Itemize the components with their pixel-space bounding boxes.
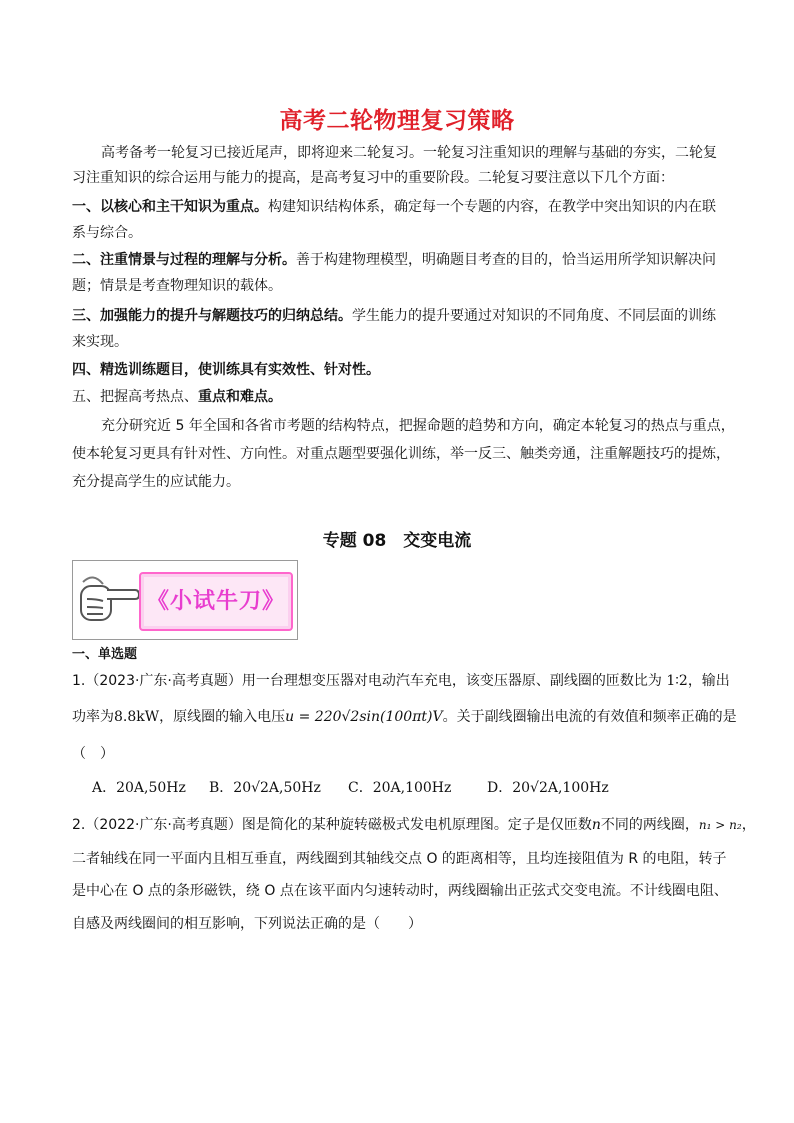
point-2 bbox=[72, 250, 716, 270]
point-3-heading: 三、加强能力的提升与解题技巧的归纳总结。 bbox=[72, 308, 352, 324]
q2-n: n bbox=[591, 817, 601, 833]
point-1-text: 构建知识结构体系，确定每一个专题的内容，在教学中突出知识的内在联 bbox=[268, 199, 716, 215]
question-1-line-1 bbox=[72, 671, 730, 691]
badge-frame bbox=[139, 572, 293, 631]
closing-line-2: 使本轮复习更具有针对性、方向性。对重点题型要强化训练，举一反三、触类旁通，注重解题技巧的提炼， bbox=[72, 446, 730, 462]
q1-voltage-formula: u = 220√2sin(100πt)V bbox=[285, 709, 443, 725]
q1-option-d: D．20√2A,100Hz bbox=[487, 780, 609, 796]
page-title: 高考二轮物理复习策略 bbox=[279, 108, 515, 134]
q1-ratio: 1∶2 bbox=[666, 673, 688, 689]
question-2-line-3: 是中心在 O 点的条形磁铁，绕 O 点在该平面内匀速转动时，两线圈输出正弦式交变电流。不计线圈电阻、 bbox=[72, 883, 728, 899]
point-2-heading: 二、注重情景与过程的理解与分析。 bbox=[72, 252, 296, 268]
q2-text-a: 2.（2022·广东·高考真题）图是简化的某种旋转磁极式发电机原理图。定子是仅匝数 bbox=[72, 817, 592, 833]
question-2-line-4: 自感及两线圈间的相互影响，下列说法正确的是（ ） bbox=[72, 916, 422, 932]
point-3 bbox=[72, 306, 716, 326]
pointing-hand-icon bbox=[77, 568, 141, 632]
q1-option-a: A．20A,50Hz bbox=[92, 780, 186, 796]
q2-condition: n₁ > n₂ bbox=[698, 818, 742, 832]
q2-text-c: ， bbox=[741, 817, 756, 833]
q1-text-c: 功率为 bbox=[72, 709, 114, 725]
q1-text-d: ，原线圈的输入电压 bbox=[159, 709, 286, 725]
q1-text-a: 1.（2023·广东·高考真题）用一台理想变压器对电动汽车充电，该变压器原、副线圈的匝数比为 bbox=[72, 673, 662, 689]
section-badge bbox=[72, 560, 298, 640]
point-1-heading: 一、以核心和主干知识为重点。 bbox=[72, 199, 268, 215]
point-4-heading: 四、精选训练题目，使训练具有实效性、针对性。 bbox=[72, 362, 380, 378]
point-2-line-2: 题；情景是考查物理知识的载体。 bbox=[72, 278, 282, 294]
point-5-heading: 重点和难点。 bbox=[198, 389, 282, 405]
point-1 bbox=[72, 197, 716, 217]
question-2-line-1 bbox=[72, 815, 756, 835]
q1-option-b: B．20√2A,50Hz bbox=[209, 780, 321, 796]
question-1-line-2 bbox=[72, 707, 737, 727]
q1-text-b: ，输出 bbox=[687, 673, 730, 689]
badge-label: 《小试牛刀》 bbox=[146, 589, 285, 614]
point-3-line-2: 来实现。 bbox=[72, 334, 128, 350]
closing-line-1: 充分研究近 5 年全国和各省市考题的结构特点，把握命题的趋势和方向，确定本轮复习的热点与重点， bbox=[101, 418, 735, 434]
question-2-line-2: 二者轴线在同一平面内且相互垂直，两线圈到其轴线交点 O 的距离相等，且均连接阻值为 R 的电阻，转子 bbox=[72, 851, 727, 867]
topic-title: 专题 08 交变电流 bbox=[322, 531, 472, 551]
intro-line-1: 高考备考一轮复习已接近尾声，即将迎来二轮复习。一轮复习注重知识的理解与基础的夯实，二轮复 bbox=[101, 145, 717, 161]
q1-answer-paren: （ ） bbox=[72, 746, 114, 762]
q2-text-b: 不同的两线圈， bbox=[600, 817, 699, 833]
point-1-line-2: 系与综合。 bbox=[72, 225, 142, 241]
section-heading: 一、单选题 bbox=[72, 647, 138, 662]
q1-power: 8.8kW bbox=[114, 709, 160, 725]
point-5-text: 五、把握高考热点、 bbox=[72, 389, 198, 405]
point-5 bbox=[72, 387, 282, 407]
q1-option-c: C．20A,100Hz bbox=[348, 780, 452, 796]
q1-text-e: 。关于副线圈输出电流的有效值和频率正确的是 bbox=[442, 709, 737, 725]
closing-line-3: 充分提高学生的应试能力。 bbox=[72, 474, 240, 490]
point-2-text: 善于构建物理模型，明确题目考查的目的，恰当运用所学知识解决问 bbox=[296, 252, 716, 268]
point-3-text: 学生能力的提升要通过对知识的不同角度、不同层面的训练 bbox=[352, 308, 716, 324]
intro-line-2: 习注重知识的综合运用与能力的提高，是高考复习中的重要阶段。二轮复习要注意以下几个方面： bbox=[72, 170, 674, 186]
